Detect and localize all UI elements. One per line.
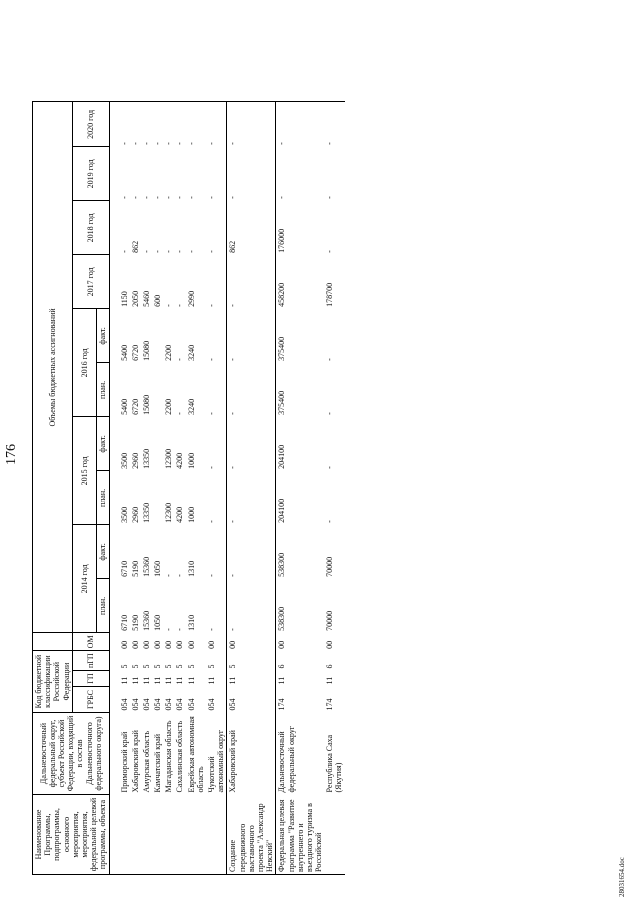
col-header-region: Дальневосточный федеральный округ, субъект Российской Федерации, входящий в состав Дальневосточного федерального округа): [33, 713, 110, 795]
cell-gp: 11: [227, 671, 276, 687]
cell-y20: -: [109, 102, 130, 147]
cell-p14: 1310: [186, 614, 196, 631]
cell-om: 00: [276, 633, 324, 651]
cell-region: Чукотский автономный округ: [207, 729, 226, 793]
col-header-2018: 2018 год: [72, 201, 109, 255]
col-header-pgp: пГП: [72, 651, 109, 671]
cell-p14: 1050: [153, 614, 163, 631]
cell-y20: -: [324, 102, 344, 147]
cell-f16: -: [207, 358, 216, 361]
cell-grbs: 054: [141, 698, 151, 711]
cell-f16: [152, 309, 163, 363]
cell-gp: 11: [207, 676, 216, 685]
cell-y20: -: [227, 102, 276, 147]
cell-f14: 70000: [325, 556, 335, 577]
col-header-code-blank: [33, 633, 73, 651]
col-header-fact-2015: факт.: [97, 417, 109, 471]
cell-grbs: 054: [153, 698, 163, 711]
col-header-fact-2014: факт.: [97, 525, 109, 579]
cell-f15: -: [325, 466, 335, 469]
cell-y20: -: [163, 102, 174, 147]
cell-region: Сахалинская область: [175, 720, 185, 793]
cell-f15: 204100: [276, 417, 324, 471]
cell-y17: 5460: [141, 290, 151, 307]
page-number: 176: [4, 444, 19, 465]
cell-y19: -: [130, 196, 140, 199]
table-row: [186, 102, 206, 875]
cell-region: Приморский край: [119, 731, 129, 793]
cell-y20: -: [174, 102, 185, 147]
cell-p14: 70000: [325, 610, 335, 631]
cell-p16: -: [227, 363, 276, 417]
cell-region: Камчатский край: [153, 733, 163, 793]
cell-y18: -: [164, 250, 174, 253]
cell-y18: 176000: [276, 201, 324, 255]
cell-y20: -: [206, 102, 227, 147]
cell-pgp: 6: [276, 651, 324, 671]
cell-region: Магаданская область: [164, 720, 174, 793]
cell-f15: 12300: [164, 448, 174, 469]
cell-f14: -: [227, 525, 276, 579]
cell-om: 00: [207, 640, 216, 649]
cell-om: 00: [119, 640, 129, 649]
col-header-om: ОМ: [72, 633, 109, 651]
cell-p15: 3500: [119, 506, 129, 523]
cell-p15: 12300: [164, 502, 174, 523]
cell-name: Федеральная целевая программа "Развитие внутреннего и въездного туризма в Российской: [276, 795, 324, 875]
cell-y18: -: [207, 250, 216, 253]
cell-f16: 3240: [186, 344, 196, 361]
cell-p16: 3240: [186, 398, 196, 415]
cell-f15: 3500: [119, 452, 129, 469]
cell-f15: 2960: [130, 452, 140, 469]
cell-grbs: 174: [276, 687, 324, 713]
cell-p14: 5190: [130, 614, 140, 631]
cell-p14: 6710: [119, 614, 129, 631]
cell-name: [130, 795, 141, 875]
cell-gp: 11: [141, 676, 151, 685]
cell-f14: -: [207, 574, 216, 577]
cell-y20: -: [152, 102, 163, 147]
cell-p16: -: [175, 412, 185, 415]
cell-f14: 15360: [141, 556, 151, 577]
cell-region: Дальневосточный федеральный округ: [276, 713, 324, 795]
cell-name: [141, 795, 152, 875]
table-row: [227, 102, 276, 875]
cell-p16: -: [207, 412, 216, 415]
cell-y19: -: [207, 196, 216, 199]
cell-f16: 375400: [276, 309, 324, 363]
cell-y19: -: [175, 196, 185, 199]
cell-om: 00: [227, 633, 276, 651]
cell-region: Амурская область: [141, 731, 151, 793]
cell-om: 00: [153, 640, 163, 649]
cell-f15: -: [227, 417, 276, 471]
col-header-volumes: Объемы бюджетных ассигнований: [33, 102, 73, 633]
cell-y18: -: [119, 250, 129, 253]
cell-p15: 13350: [141, 502, 151, 523]
table-row: [130, 102, 141, 875]
cell-f15: 1000: [186, 452, 196, 469]
cell-pgp: 5: [207, 664, 216, 669]
cell-p15: 204100: [276, 471, 324, 525]
cell-y17: 600: [153, 294, 163, 307]
cell-region: Хабаровский край: [227, 713, 276, 795]
cell-y18: -: [141, 250, 151, 253]
cell-p14: -: [164, 628, 174, 631]
cell-om: 00: [186, 640, 196, 649]
cell-gp: 11: [153, 676, 163, 685]
cell-p15: 4200: [175, 506, 185, 523]
cell-pgp: 5: [153, 664, 163, 669]
cell-grbs: 054: [119, 698, 129, 711]
cell-p14: 538300: [276, 579, 324, 633]
cell-pgp: 5: [164, 664, 174, 669]
cell-y17: 1150: [119, 291, 129, 307]
cell-pgp: 5: [130, 664, 140, 669]
cell-grbs: 054: [227, 687, 276, 713]
cell-p15: -: [227, 471, 276, 525]
cell-y17: -: [175, 304, 185, 307]
cell-y19: -: [164, 196, 174, 199]
cell-gp: 11: [276, 671, 324, 687]
cell-f14: 1050: [153, 560, 163, 577]
cell-y19: -: [153, 196, 163, 199]
cell-p16: 375400: [276, 363, 324, 417]
cell-y17: -: [227, 255, 276, 309]
col-header-2019: 2019 год: [72, 147, 109, 201]
cell-p16: 2200: [164, 398, 174, 415]
cell-p14: 15360: [141, 610, 151, 631]
cell-y20: -: [186, 102, 206, 147]
cell-grbs: 054: [186, 698, 196, 711]
cell-name: [206, 795, 227, 875]
cell-f16: -: [175, 358, 185, 361]
cell-p15: [152, 471, 163, 525]
col-header-2020: 2020 год: [72, 102, 109, 147]
cell-gp: 11: [186, 676, 196, 685]
table-row: [276, 102, 324, 875]
cell-f15: 4200: [175, 452, 185, 469]
col-header-2017: 2017 год: [72, 255, 109, 309]
cell-f14: 5190: [130, 560, 140, 577]
cell-pgp: 5: [227, 651, 276, 671]
cell-y19: -: [186, 196, 196, 199]
cell-name: [109, 795, 130, 875]
cell-f15: 13350: [141, 448, 151, 469]
cell-gp: 11: [119, 676, 129, 685]
cell-grbs: 054: [164, 698, 174, 711]
cell-f14: -: [175, 574, 185, 577]
cell-f14: 6710: [119, 560, 129, 577]
col-header-fact-2016: факт.: [97, 309, 109, 363]
table-row: [152, 102, 163, 875]
cell-om: 00: [130, 640, 140, 649]
cell-y19: -: [276, 147, 324, 201]
cell-y20: -: [276, 102, 324, 147]
cell-grbs: 054: [130, 698, 140, 711]
cell-pgp: 5: [175, 664, 185, 669]
cell-region: Хабаровский край: [130, 730, 140, 793]
cell-p16: -: [325, 412, 335, 415]
cell-y19: -: [325, 196, 335, 199]
footer-doc-id: 28031654.doc: [618, 857, 626, 897]
cell-om: 00: [141, 640, 151, 649]
cell-y19: -: [227, 147, 276, 201]
cell-om: 00: [175, 640, 185, 649]
cell-om: 00: [164, 640, 174, 649]
cell-grbs: 054: [207, 698, 216, 711]
col-header-code-group: Код бюджетной классификации Российской Федерации: [33, 651, 73, 713]
cell-y17: 458200: [276, 255, 324, 309]
cell-f16: 6720: [130, 344, 140, 361]
col-header-2016: 2016 год: [72, 309, 97, 417]
cell-p15: -: [207, 520, 216, 523]
cell-y17: 2050: [130, 290, 140, 307]
cell-name: [152, 795, 163, 875]
cell-y20: -: [130, 102, 141, 147]
cell-f14: -: [164, 574, 174, 577]
table-row: [206, 102, 227, 875]
cell-pgp: 6: [325, 664, 335, 669]
budget-table: [32, 101, 345, 875]
cell-p16: 5400: [119, 398, 129, 415]
cell-f16: -: [227, 309, 276, 363]
cell-region: Республика Саха (Якутия): [325, 734, 344, 793]
cell-p16: [152, 363, 163, 417]
col-header-2015: 2015 год: [72, 417, 97, 525]
cell-gp: 11: [164, 676, 174, 685]
col-header-gp: ГП: [72, 671, 109, 687]
cell-y18: 862: [130, 240, 140, 253]
cell-gp: 11: [130, 676, 140, 685]
cell-y17: 2990: [186, 290, 196, 307]
cell-y19: -: [119, 196, 129, 199]
cell-p16: 6720: [130, 398, 140, 415]
cell-y18: -: [153, 250, 163, 253]
cell-name: [163, 795, 174, 875]
cell-f14: 1310: [186, 560, 196, 577]
cell-region: Еврейская автономная область: [186, 716, 205, 793]
cell-f15: [152, 417, 163, 471]
cell-p15: -: [325, 520, 335, 523]
cell-y17: -: [164, 304, 174, 307]
cell-pgp: 5: [186, 664, 196, 669]
col-header-grbs: ГРБС: [72, 687, 109, 713]
cell-gp: 11: [325, 676, 335, 685]
table-row: [163, 102, 174, 875]
cell-y19: -: [141, 196, 151, 199]
cell-grbs: 054: [175, 698, 185, 711]
cell-name: [174, 795, 185, 875]
cell-pgp: 5: [141, 664, 151, 669]
table-row: [174, 102, 185, 875]
cell-pgp: 5: [119, 664, 129, 669]
table-body: [109, 102, 345, 875]
cell-p14: -: [175, 628, 185, 631]
cell-p15: 1000: [186, 506, 196, 523]
cell-name: [324, 795, 344, 875]
cell-f16: 5400: [119, 344, 129, 361]
col-header-name: Наименование Программы, подпрограммы, основного мероприятия, мероприятия, федеральной целевой программы, объекта: [33, 795, 110, 875]
cell-p14: -: [227, 579, 276, 633]
cell-name: [186, 795, 206, 875]
cell-y18: -: [325, 250, 335, 253]
cell-gp: 11: [175, 676, 185, 685]
cell-f14: 538300: [276, 525, 324, 579]
cell-y17: -: [207, 304, 216, 307]
cell-grbs: 174: [325, 698, 335, 711]
cell-y18: -: [186, 250, 196, 253]
cell-om: 00: [325, 640, 335, 649]
cell-y20: -: [141, 102, 152, 147]
col-header-2014: 2014 год: [72, 525, 97, 633]
cell-f16: -: [325, 358, 335, 361]
cell-p14: -: [207, 628, 216, 631]
cell-y17: 178700: [325, 282, 335, 307]
cell-p15: 2960: [130, 506, 140, 523]
col-header-plan-2016: план.: [97, 363, 109, 417]
col-header-plan-2015: план.: [97, 471, 109, 525]
cell-f16: 15080: [141, 340, 151, 361]
col-header-plan-2014: план.: [97, 579, 109, 633]
table-row: [141, 102, 152, 875]
table-row: [109, 102, 130, 875]
table-row: [324, 102, 344, 875]
cell-y18: 862: [227, 201, 276, 255]
cell-y18: -: [175, 250, 185, 253]
cell-f15: -: [207, 466, 216, 469]
cell-f16: 2200: [164, 344, 174, 361]
cell-p16: 15080: [141, 394, 151, 415]
cell-name: Создание передвижного выставочного проекта "Александр Невский": [227, 795, 276, 875]
